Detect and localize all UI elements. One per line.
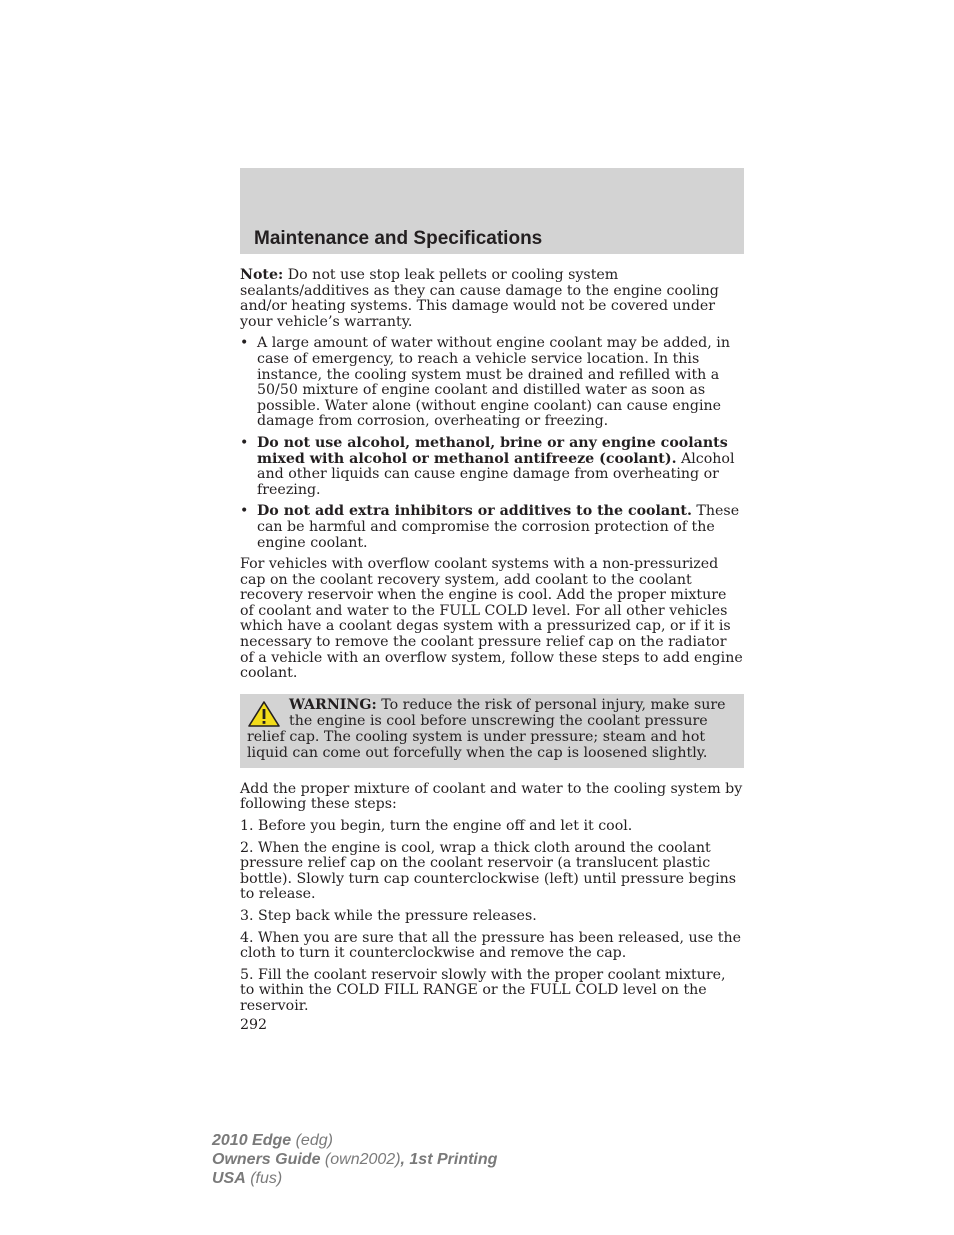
step-item: 4. When you are sure that all the pressure has been released, use the cloth to turn it counterclockwise and remove the cap.	[240, 929, 742, 962]
steps-intro: Add the proper mixture of coolant and water to the cooling system by following these steps:	[240, 780, 743, 813]
note-label: Note:	[240, 267, 284, 283]
warning-text: To reduce the risk of personal injury, make sure the engine is cool before unscrewing the coolant pressure relief cap. The cooling system is under pressure; steam and hot liquid can come out forcefully when the cap is loosened slightly.	[247, 696, 726, 761]
section-title: Maintenance and Specifications	[254, 228, 543, 249]
step-item: 5. Fill the coolant reservoir slowly with the proper coolant mixture, to within the COLD FILL RANGE or the FULL COLD level on the reservoir.	[240, 966, 726, 1014]
note-text: Do not use stop leak pellets or cooling system sealants/additives as they can cause damage to the engine cooling and/or heating systems. This damage would not be covered under your vehicle’s warranty.	[240, 267, 719, 330]
bullet-icon: •	[240, 335, 249, 352]
footer-line-market: USA (fus)	[212, 1170, 283, 1187]
step-item: 3. Step back while the pressure releases.	[240, 908, 537, 924]
bullet-list	[240, 336, 744, 551]
step-item: 1. Before you begin, turn the engine off and let it cool.	[240, 818, 633, 835]
page-number: 292	[240, 1016, 268, 1033]
page-content	[240, 268, 744, 1033]
section-header-band	[240, 168, 744, 254]
list-item: • Do not use alcohol, methanol, brine or any engine coolants mixed with alcohol or methanol antifreeze (coolant). Alcohol and other liquids can cause engine damage from overheating or freezing.	[240, 434, 735, 498]
step-item: 2. When the engine is cool, wrap a thick cloth around the coolant pressure relief cap on the coolant reservoir (a translucent plastic bottle). Slowly turn cap counterclockwise (left) until pressure begins to release.	[240, 839, 737, 903]
note-paragraph	[240, 268, 744, 330]
footer-line-model: 2010 Edge (edg)	[212, 1132, 333, 1149]
list-item: • Do not add extra inhibitors or additives to the coolant. These can be harmful and compromise the corrosion protection of the engine coolant.	[240, 503, 740, 551]
list-item: • A large amount of water without engine coolant may be added, in case of emergency, to reach a vehicle service location. In this instance, the cooling system must be drained and refilled with a 50/50 mixture of engine coolant and distilled water as soon as possible. Water alone (without engine coolant) can cause engine damage from corrosion, overheating or freezing.	[240, 335, 730, 430]
warning-triangle-icon	[247, 700, 281, 728]
warning-label: WARNING:	[289, 696, 377, 713]
document-footer	[212, 1131, 497, 1188]
bullet-icon: •	[240, 503, 249, 520]
overflow-system-paragraph: For vehicles with overflow coolant systems with a non-pressurized cap on the coolant recovery system, add coolant to the coolant recovery reservoir when the engine is cool. Add the proper mixture of coolant and water to the FULL COLD level. For all other vehicles which have a coolant degas system with a pressurized cap, or if it is necessary to remove the coolant pressure relief cap on the radiator of a vehicle with an overflow system, follow these steps to add engine coolant.	[240, 556, 743, 682]
bullet-icon: •	[240, 434, 249, 451]
warning-box	[240, 694, 744, 768]
footer-line-guide: Owners Guide (own2002), 1st Printing	[212, 1151, 498, 1168]
